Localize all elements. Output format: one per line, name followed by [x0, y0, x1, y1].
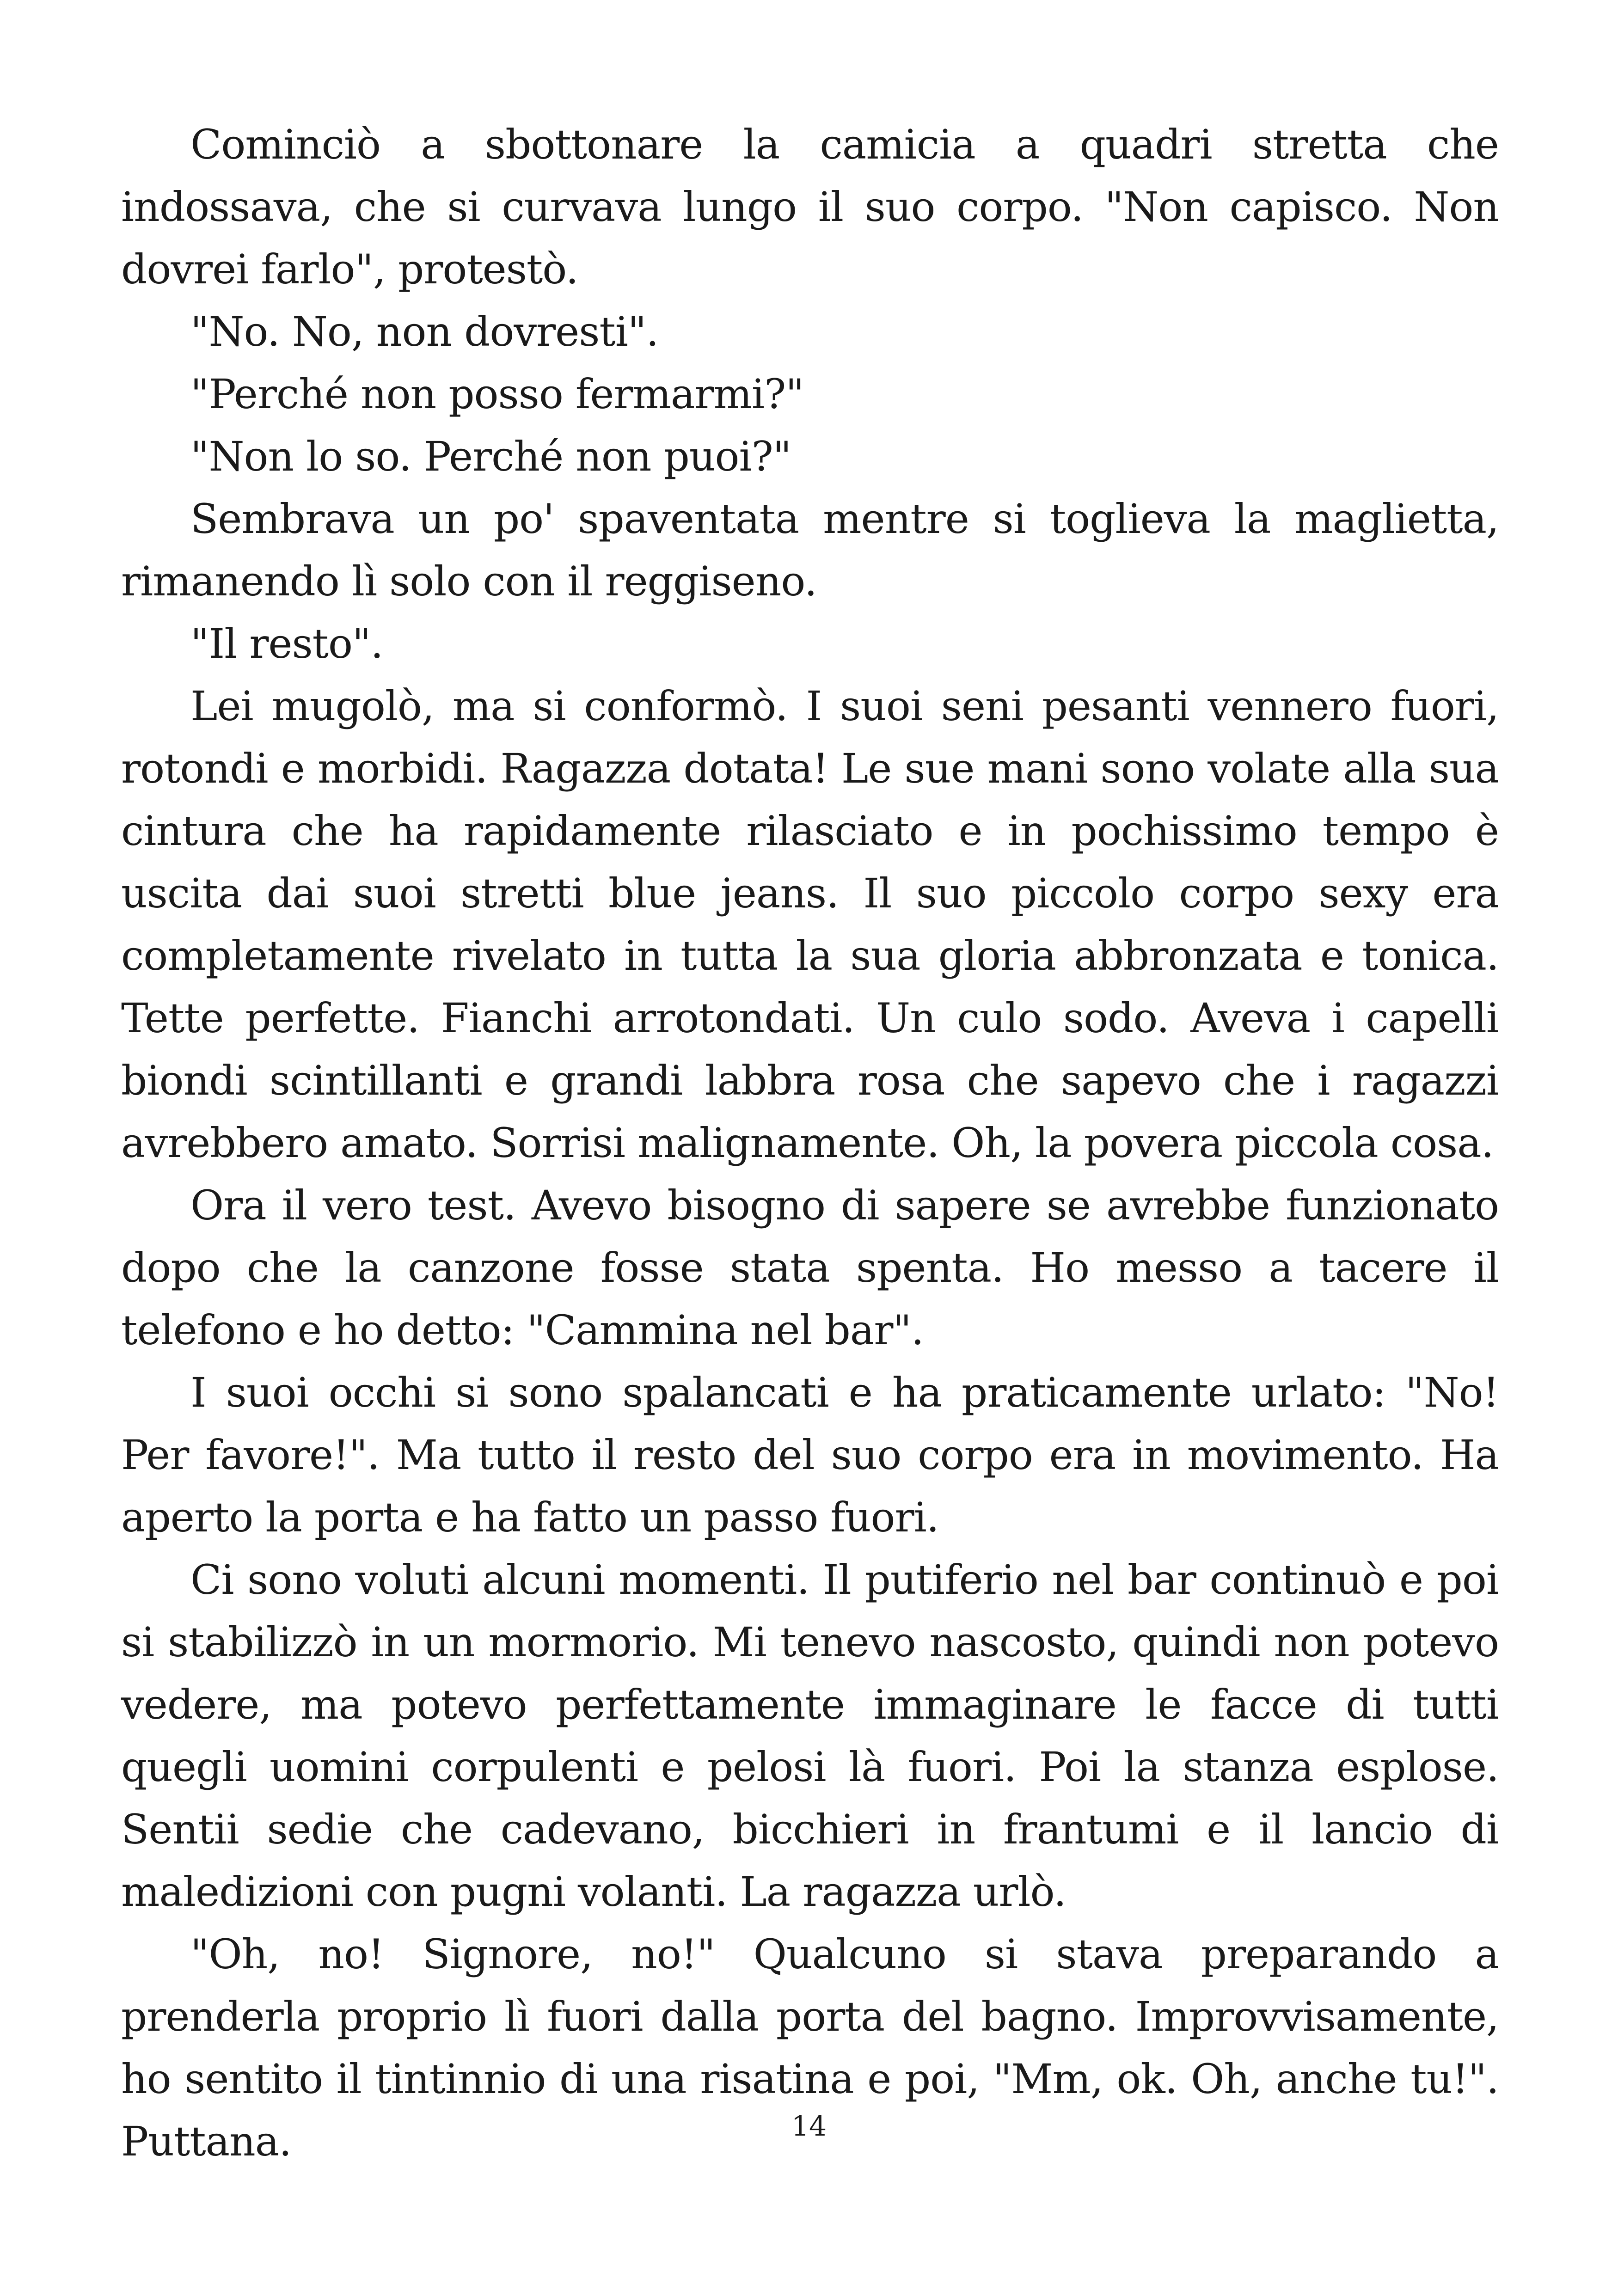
- body-text: [121, 113, 1499, 2173]
- page-number: 14: [791, 2110, 827, 2143]
- paragraph: I suoi occhi si sono spalancati e ha praticamente urlato: "No! Per favore!". Ma tutto il resto del suo corpo era in movimento. Ha aperto la porta e ha fatto un passo fuori.: [121, 1369, 1499, 1541]
- paragraph: Ci sono voluti alcuni momenti. Il putiferio nel bar continuò e poi si stabilizzò in un mormorio. Mi tenevo nascosto, quindi non potevo vedere, ma potevo perfettamente immaginare le facce di tutti quegli uomini corpulenti e pelosi là fuori. Poi la stanza esplose. Sentii sedie che cadevano, bicchieri in frantumi e il lancio di maledizioni con pugni volanti. La ragazza urlò.: [121, 1556, 1499, 1916]
- paragraph: Sembrava un po' spaventata mentre si toglieva la maglietta, rimanendo lì solo con il reggiseno.: [121, 495, 1499, 605]
- paragraph: Lei mugolò, ma si conformò. I suoi seni pesanti vennero fuori, rotondi e morbidi. Ragazza dotata! Le sue mani sono volate alla sua cintura che ha rapidamente rilasciato e in pochissimo tempo è uscita dai suoi stretti blue jeans. Il suo piccolo corpo sexy era completamente rivelato in tutta la sua gloria abbronzata e tonica. Tette perfette. Fianchi arrotondati. Un culo sodo. Aveva i capelli biondi scintillanti e grandi labbra rosa che sapevo che i ragazzi avrebbero amato. Sorrisi malignamente. Oh, la povera piccola cosa.: [121, 682, 1499, 1167]
- paragraph: "Il resto".: [190, 620, 383, 667]
- paragraph: Ora il vero test. Avevo bisogno di sapere se avrebbe funzionato dopo che la canzone fosse stata spenta. Ho messo a tacere il telefono e ho detto: "Cammina nel bar".: [121, 1182, 1499, 1354]
- paragraph: "No. No, non dovresti".: [190, 308, 659, 355]
- paragraph: "Non lo so. Perché non puoi?": [190, 433, 791, 480]
- paragraph: "Perché non posso fermarmi?": [190, 370, 804, 418]
- paragraph: Cominciò a sbottonare la camicia a quadri stretta che indossava, che si curvava lungo il suo corpo. "Non capisco. Non dovrei farlo", protestò.: [121, 121, 1499, 293]
- paragraph: "Oh, no! Signore, no!" Qualcuno si stava preparando a prenderla proprio lì fuori dalla porta del bagno. Improvvisamente, ho sentito il tintinnio di una risatina e poi, "Mm, ok. Oh, anche tu!". Puttana.: [121, 1930, 1499, 2165]
